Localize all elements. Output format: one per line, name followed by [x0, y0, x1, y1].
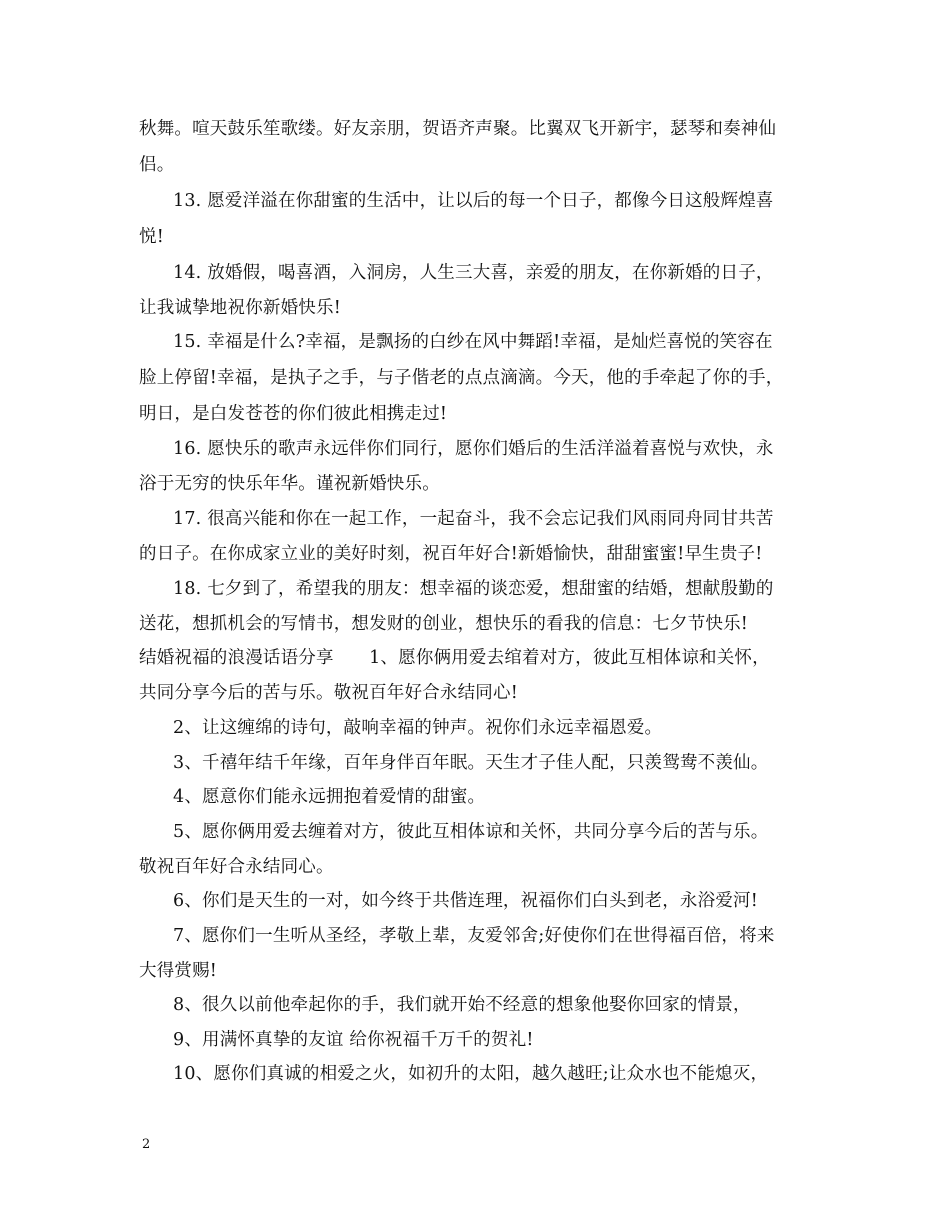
text-line: 侣。: [139, 155, 175, 175]
text-line: 17. 很高兴能和你在一起工作，一起奋斗，我不会忘记我们风雨同舟同甘共苦: [173, 509, 774, 529]
text-line: 3、千禧年结千年缘，百年身伴百年眠。天生才子佳人配，只羡鸳鸯不羡仙。: [173, 753, 769, 773]
text-line: 的日子。在你成家立业的美好时刻，祝百年好合!新婚愉快，甜甜蜜蜜!早生贵子!: [139, 544, 763, 564]
text-line: 5、愿你俩用爱去缠着对方，彼此互相体谅和关怀，共同分享今后的苦与乐。: [173, 822, 769, 842]
text-line: 18. 七夕到了，希望我的朋友：想幸福的谈恋爱，想甜蜜的结婚，想献殷勤的: [173, 579, 774, 599]
text-line: 7、愿你们一生听从圣经，孝敬上辈，友爱邻舍;好使你们在世得福百倍，将来: [173, 926, 775, 946]
text-line: 让我诚挚地祝你新婚快乐!: [139, 298, 341, 318]
text-line: 敬祝百年好合永结同心。: [139, 857, 334, 877]
text-line: 14. 放婚假，喝喜酒，入洞房，人生三大喜，亲爱的朋友，在你新婚的日子，: [173, 263, 774, 283]
text-line: 结婚祝福的浪漫话语分享 1、愿你俩用爱去绾着对方，彼此互相体谅和关怀，: [139, 648, 770, 668]
text-line: 13. 愿爱洋溢在你甜蜜的生活中，让以后的每一个日子，都像今日这般辉煌喜: [173, 191, 774, 211]
text-line: 2、让这缠绵的诗句，敲响幸福的钟声。祝你们永远幸福恩爱。: [173, 718, 663, 738]
text-line: 15. 幸福是什么?幸福，是飘扬的白纱在风中舞蹈!幸福，是灿烂喜悦的笑容在: [173, 332, 773, 352]
text-line: 大得赏赐!: [139, 961, 218, 981]
text-line: 送花，想抓机会的写情书，想发财的创业，想快乐的看我的信息：七夕节快乐!: [139, 614, 749, 634]
text-line: 10、愿你们真诚的相爱之火，如初升的太阳，越久越旺;让众水也不能熄灭，: [173, 1064, 769, 1084]
text-line: 浴于无穷的快乐年华。谨祝新婚快乐。: [139, 474, 440, 494]
text-line: 16. 愿快乐的歌声永远伴你们同行，愿你们婚后的生活洋溢着喜悦与欢快，永: [173, 439, 774, 459]
text-line: 明日，是白发苍苍的你们彼此相携走过!: [139, 404, 448, 424]
text-line: 悦!: [139, 227, 164, 247]
text-line: 4、愿意你们能永远拥抱着爱情的甜蜜。: [173, 787, 486, 807]
text-line: 9、用满怀真挚的友谊 给你祝福千万千的贺礼!: [173, 1030, 534, 1050]
text-line: 共同分享今后的苦与乐。敬祝百年好合永结同心!: [139, 683, 518, 703]
text-line: 8、很久以前他牵起你的手，我们就开始不经意的想象他娶你回家的情景，: [173, 995, 751, 1015]
text-line: 6、你们是天生的一对，如今终于共偕连理，祝福你们白头到老，永浴爱河!: [173, 891, 758, 911]
page-number: 2: [142, 1137, 151, 1152]
text-line: 秋舞。喧天鼓乐笙歌缕。好友亲朋，贺语齐声聚。比翼双飞开新宇，瑟琴和奏神仙: [139, 119, 777, 139]
text-line: 脸上停留!幸福，是执子之手，与子偕老的点点滴滴。今天，他的手牵起了你的手，: [139, 368, 784, 388]
